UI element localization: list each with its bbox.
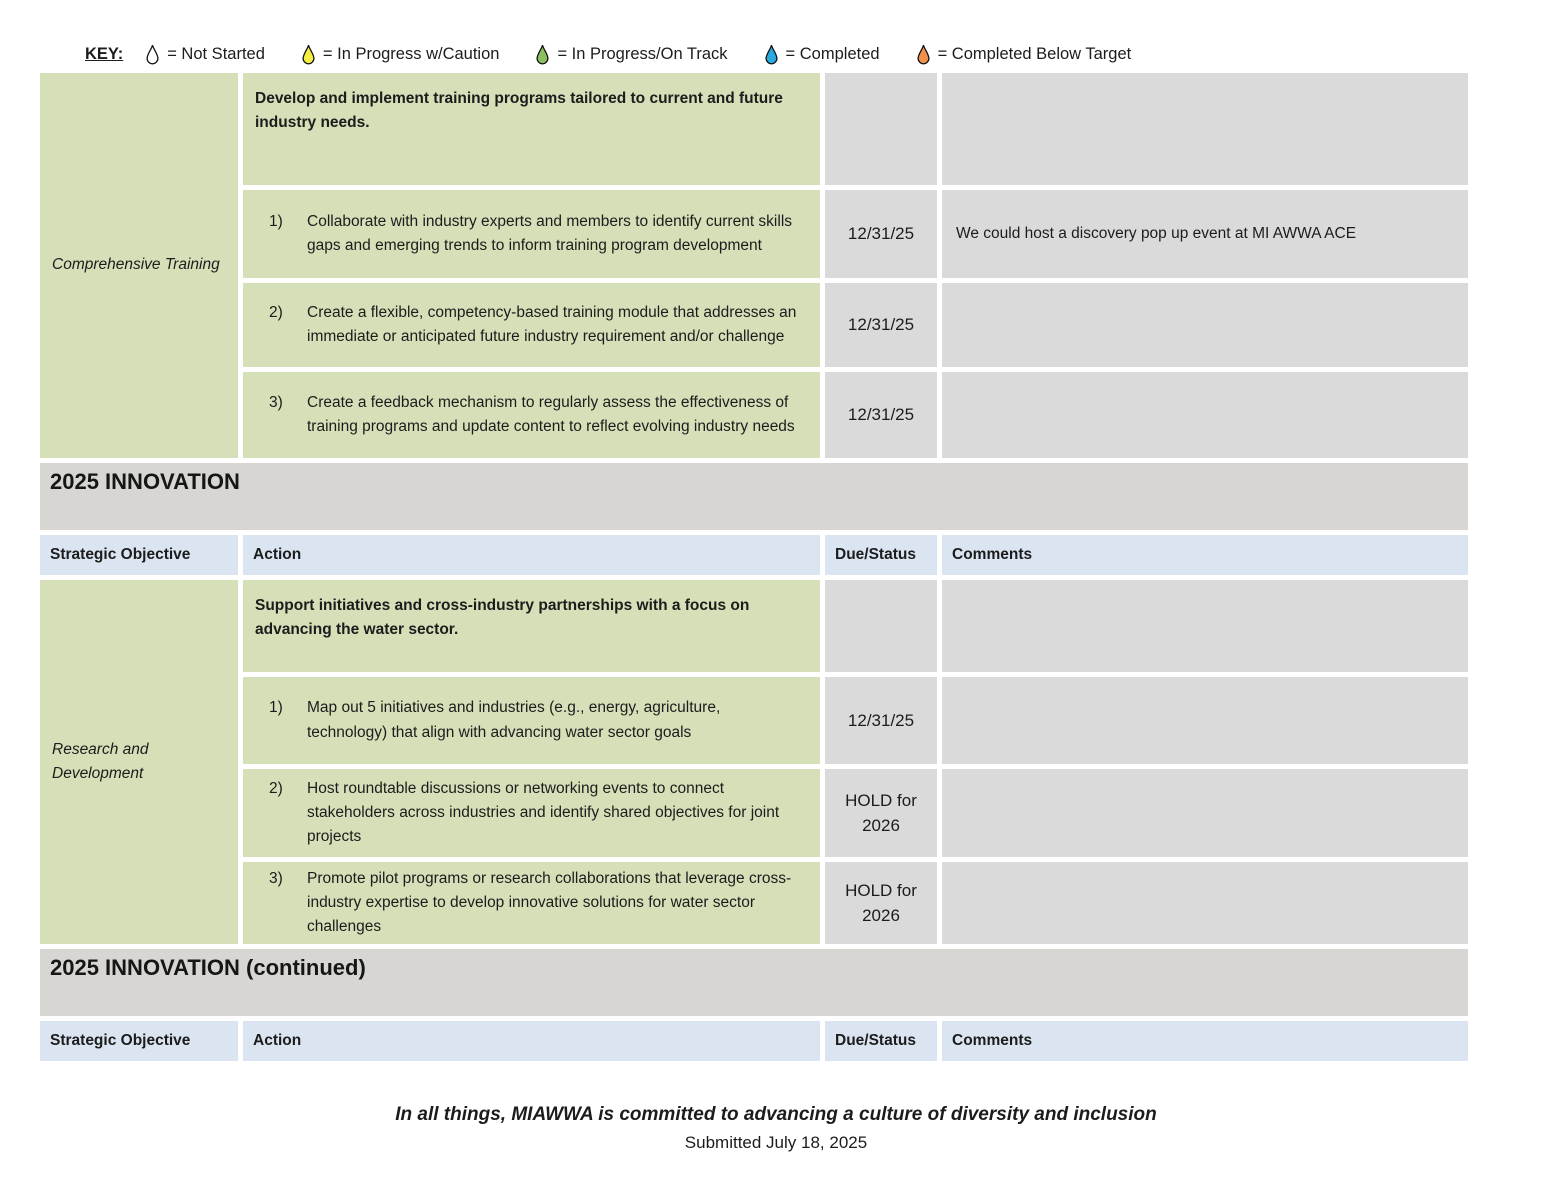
key-item-below-target — [916, 44, 1132, 65]
action-cell — [243, 372, 820, 458]
below-target-droplet-icon — [916, 44, 931, 65]
table-row — [40, 190, 1468, 278]
objective-cell: Comprehensive Training — [40, 73, 238, 458]
action-header: Action — [243, 535, 820, 575]
action-text: Promote pilot programs or research collaborations that leverage cross-industry expertise to develop innovative solutions for water sector challenges — [307, 869, 792, 935]
due-cell: 12/31/25 — [825, 372, 937, 458]
action-number: 3) — [269, 869, 283, 887]
objective-cell: Research and Development — [40, 580, 238, 944]
action-number: 3) — [269, 393, 283, 411]
comments-header: Comments — [942, 1021, 1468, 1061]
action-header: Action — [243, 1021, 820, 1061]
due-cell: 12/31/25 — [825, 677, 937, 764]
key-item-label: = In Progress/On Track — [557, 44, 728, 63]
action-text: Map out 5 initiatives and industries (e.g., energy, agriculture, technology) that align with advancing water sector goals — [307, 699, 721, 741]
due-status-header: Due/Status — [825, 1021, 937, 1061]
innovation-continued-table — [35, 1016, 1473, 1066]
comprehensive-training-table — [35, 68, 1473, 463]
column-header-row — [40, 535, 1468, 575]
table-row — [40, 283, 1468, 367]
due-status-header: Due/Status — [825, 535, 937, 575]
action-text: Host roundtable discussions or networking events to connect stakeholders across industries and identify shared objectives for joint projects — [307, 779, 780, 845]
key-item-label: = In Progress w/Caution — [322, 44, 500, 63]
due-cell — [825, 73, 937, 185]
comment-cell — [942, 580, 1468, 672]
due-cell: HOLD for 2026 — [825, 769, 937, 857]
table-row — [40, 73, 1468, 185]
table-row — [40, 372, 1468, 458]
comments-header: Comments — [942, 535, 1468, 575]
table-row — [40, 862, 1468, 944]
caution-droplet-icon — [301, 44, 316, 65]
comment-cell — [942, 677, 1468, 764]
on-track-droplet-icon — [535, 44, 550, 65]
research-development-table — [35, 530, 1473, 949]
key-label: KEY: — [85, 44, 124, 63]
comment-cell — [942, 73, 1468, 185]
key-item-completed — [764, 44, 880, 65]
status-key-legend — [0, 0, 1552, 68]
strategic-objective-header: Strategic Objective — [40, 1021, 238, 1061]
column-header-row — [40, 1021, 1468, 1061]
action-cell — [243, 677, 820, 764]
action-cell — [243, 769, 820, 857]
submitted-date: Submitted July 18, 2025 — [684, 1133, 868, 1152]
comment-cell — [942, 769, 1468, 857]
section-header-innovation-continued: 2025 INNOVATION (continued) — [40, 949, 1468, 1016]
due-cell: HOLD for 2026 — [825, 862, 937, 944]
comment-cell: We could host a discovery pop up event at MI AWWA ACE — [942, 190, 1468, 278]
completed-droplet-icon — [764, 44, 779, 65]
key-item-label: = Completed — [785, 44, 880, 63]
action-text: Create a feedback mechanism to regularly assess the effectiveness of training programs and update content to reflect evolving industry needs — [307, 393, 795, 435]
action-cell — [243, 862, 820, 944]
key-item-not-started — [145, 44, 265, 65]
action-text: Collaborate with industry experts and members to identify current skills gaps and emerging trends to inform training program development — [307, 212, 793, 254]
due-cell: 12/31/25 — [825, 283, 937, 367]
key-item-label: = Not Started — [167, 44, 265, 63]
action-number: 1) — [269, 212, 283, 230]
due-cell: 12/31/25 — [825, 190, 937, 278]
action-number: 1) — [269, 699, 283, 717]
strategic-objective-header: Strategic Objective — [40, 535, 238, 575]
table-row — [40, 677, 1468, 764]
not-started-droplet-icon — [145, 44, 160, 65]
comment-cell — [942, 283, 1468, 367]
key-item-label: = Completed Below Target — [937, 44, 1132, 63]
action-cell — [243, 283, 820, 367]
goal-cell: Support initiatives and cross-industry partnerships with a focus on advancing the water sector. — [243, 580, 820, 672]
table-row — [40, 580, 1468, 672]
action-cell — [243, 190, 820, 278]
action-number: 2) — [269, 303, 283, 321]
section-header-innovation: 2025 INNOVATION — [40, 463, 1468, 530]
comment-cell — [942, 862, 1468, 944]
due-cell — [825, 580, 937, 672]
table-row — [40, 769, 1468, 857]
action-text: Create a flexible, competency-based training module that addresses an immediate or anticipated future industry requirement and/or challenge — [307, 303, 797, 345]
diversity-tagline: In all things, MIAWWA is committed to advancing a culture of diversity and inclusion — [395, 1104, 1157, 1125]
key-item-on-track — [535, 44, 727, 65]
action-number: 2) — [269, 779, 283, 797]
key-item-caution — [301, 44, 500, 65]
goal-cell: Develop and implement training programs tailored to current and future industry needs. — [243, 73, 820, 185]
comment-cell — [942, 372, 1468, 458]
